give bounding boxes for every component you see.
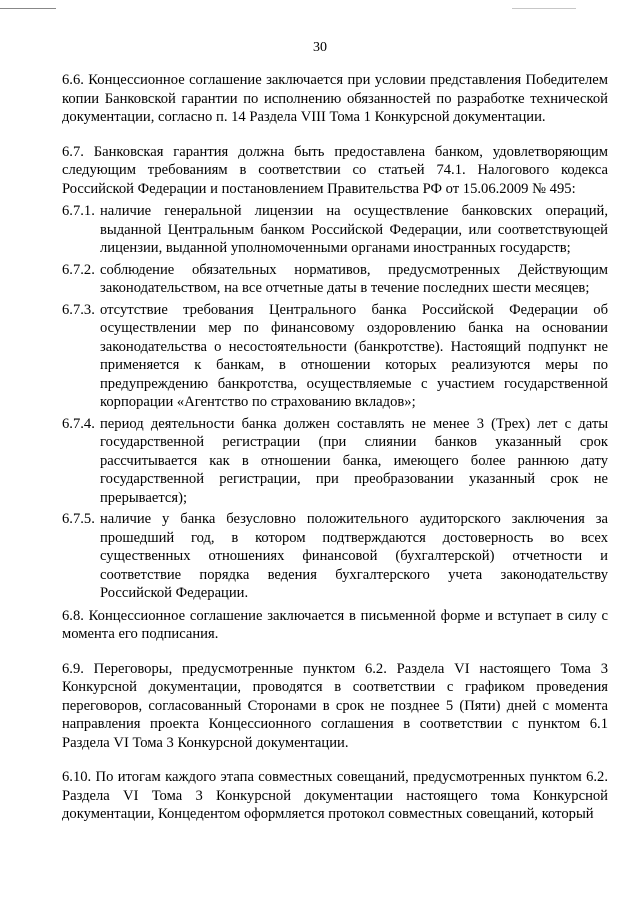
list-item-text: наличие генеральной лицензии на осуществление банковских операций, выданной Центральным банком Российской Федерации, или соответствующей лицензии, выданной уполномоченными органами иностранных государств;	[100, 203, 608, 256]
list-item-text: наличие у банка безусловно положительного аудиторского заключения за прошедший год, в котором подтверждаются достоверность во всех существенных отношениях финансовой (бухгалтерской) отчетности и соответствие порядка ведения бухгалтерского учета законодательству Российской Федерации.	[100, 511, 608, 601]
requirements-list	[62, 202, 608, 603]
paragraph-6-8: 6.8. Концессионное соглашение заключается в письменной форме и вступает в силу с момента его подписания.	[62, 607, 608, 642]
list-item-text: период деятельности банка должен составлять не менее 3 (Трех) лет с даты государственной регистрации (при слиянии банков указанный срок рассчитывается как в отношении банка, имеющего более раннюю дату государственной регистрации, при преобразовании указанный срок не прерывается);	[100, 415, 608, 506]
scan-artifact-line	[512, 8, 576, 9]
list-item	[62, 202, 608, 258]
paragraph-6-7: 6.7. Банковская гарантия должна быть предоставлена банком, удовлетворяющим следующим требованиям в соответствии со статьей 74.1. Налогового кодекса Российской Федерации и постановлением Правительства РФ от 15.06.2009 № 495:	[62, 143, 608, 197]
list-item	[62, 415, 608, 508]
paragraph-6-9: 6.9. Переговоры, предусмотренные пунктом 6.2. Раздела VI настоящего Тома 3 Конкурсной документации, проводятся в соответствии с графиком проведения переговоров, согласованный Сторонами в срок не позднее 5 (Пяти) дней с момента направления проекта Концессионного соглашения в соответствии с пунктом 6.1 Раздела VI Тома 3 Конкурсной документации.	[62, 660, 608, 751]
list-item-number: 6.7.2.	[62, 261, 95, 278]
document-body	[62, 71, 608, 840]
list-item	[62, 301, 608, 412]
list-item-number: 6.7.3.	[62, 301, 95, 318]
paragraph-6-6: 6.6. Концессионное соглашение заключается при условии представления Победителем копии Банковской гарантии по исполнению обязанностей по разработке технической документации, согласно п. 14 Раздела VIII Тома 1 Конкурсной документации.	[62, 72, 608, 125]
list-item-text: отсутствие требования Центрального банка Российской Федерации об осуществлении мер по финансовому оздоровлению банка на основании законодательства о несостоятельности (банкротстве). Настоящий подпункт не применяется к банкам, в отношении которых реализуются меры по предупреждению банкротства, осуществляемые с участием государственной корпорации «Агентство по страхованию вкладов»;	[100, 301, 608, 410]
list-item-text: соблюдение обязательных нормативов, предусмотренных Действующим законодательством, на все отчетные даты в течение последних шести месяцев;	[100, 261, 608, 296]
list-item	[62, 261, 608, 298]
paragraph-6-10: 6.10. По итогам каждого этапа совместных совещаний, предусмотренных пунктом 6.2. Раздела VI Тома 3 Конкурсной документации настоящего тома Конкурсной документации, Концедентом оформляется протокол совместных совещаний, который	[62, 769, 608, 822]
scan-artifact-line	[0, 8, 56, 9]
list-item-number: 6.7.5.	[62, 511, 95, 527]
page-number: 30	[313, 40, 327, 55]
list-item-number: 6.7.1.	[62, 203, 95, 219]
list-item-number: 6.7.4.	[62, 415, 95, 432]
list-item	[62, 510, 608, 603]
